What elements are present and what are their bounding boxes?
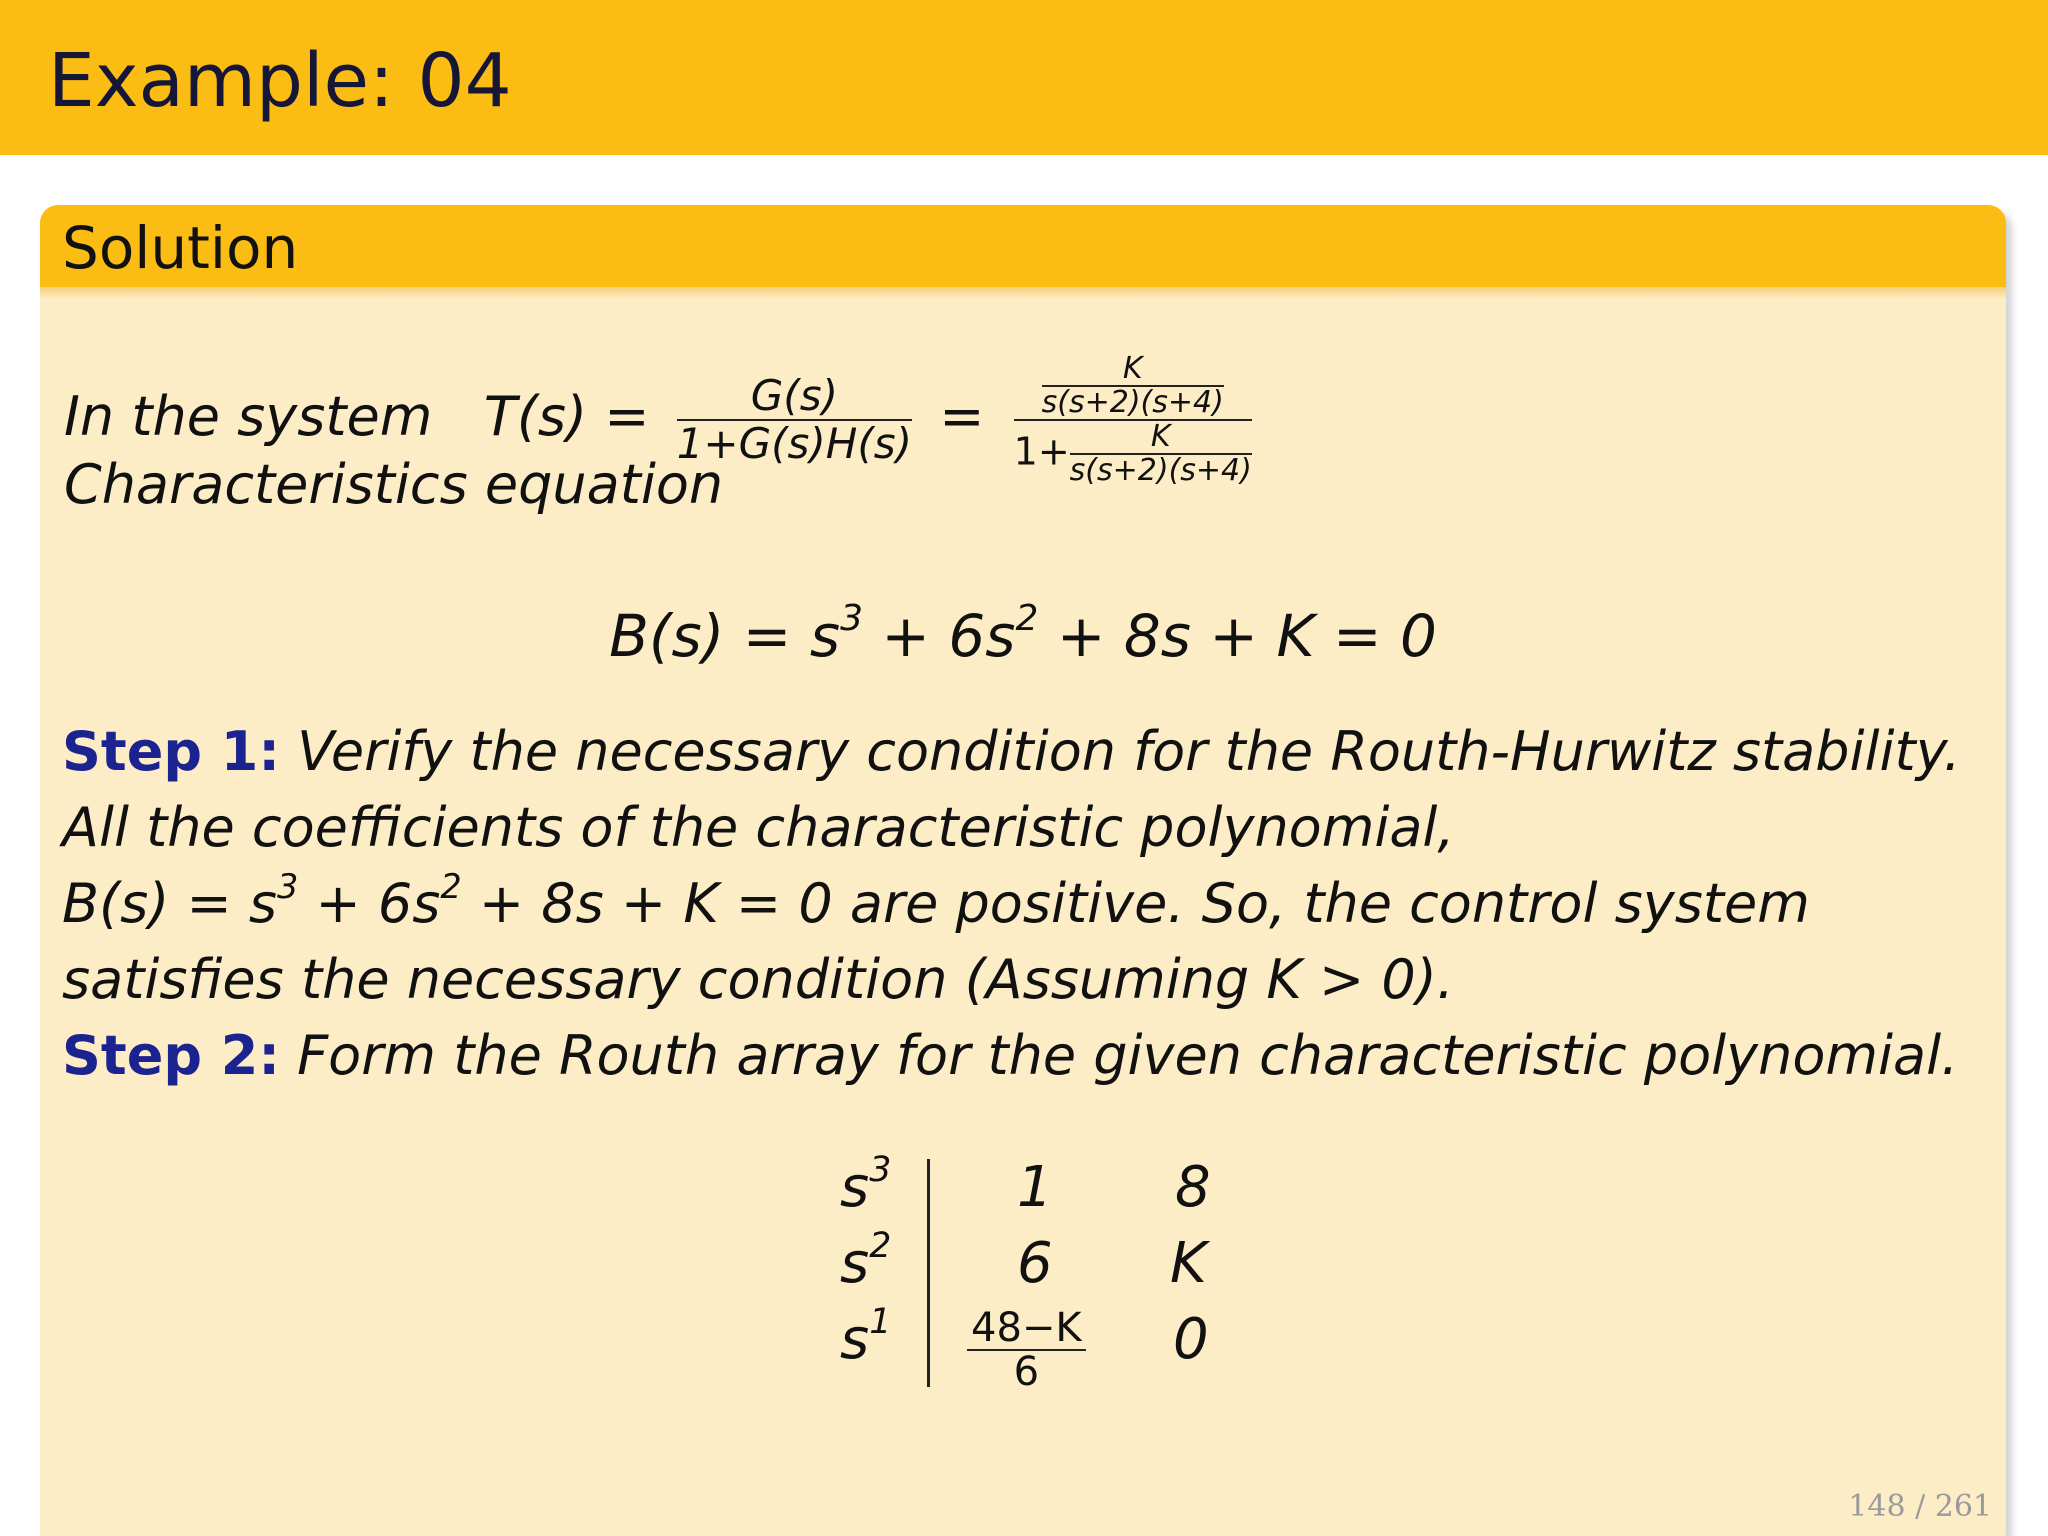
display-equation: [40, 598, 2006, 670]
display-eq-part-b: + 6s: [862, 602, 1016, 670]
tf-frac2-den-num: K: [1070, 421, 1252, 455]
tf-frac2-inner-num: [1042, 353, 1224, 419]
step1-line3-part-c: + 8s + K = 0 are positive. So, the control system: [461, 872, 1810, 935]
routh-row-label: [840, 1150, 892, 1221]
routh-row-label: [840, 1302, 892, 1373]
step2-label: Step 2:: [62, 1024, 280, 1087]
routh-s-exp: 1: [869, 1302, 892, 1343]
routh-row-label: [840, 1226, 892, 1297]
step1-line: [62, 719, 1961, 785]
step2-line: [62, 1023, 1958, 1089]
tf-frac2-num-den: s(s+2)(s+4): [1041, 385, 1224, 421]
routh-array: [835, 1150, 1235, 1395]
routh-divider: [927, 1159, 930, 1387]
tf-frac1-numerator: G(s): [677, 373, 912, 421]
routh-cell: K: [1170, 1231, 1207, 1296]
step1-line3-part-a: B(s) = s: [62, 872, 278, 935]
routh-s-label: s: [840, 1307, 870, 1372]
step1-line3-exp-b: 2: [440, 866, 462, 906]
routh-cell: 8: [1175, 1155, 1211, 1220]
step1-line3: [62, 866, 1810, 937]
tf-frac2-inner-den: [1070, 421, 1252, 487]
step1-text: Verify the necessary condition for the Routh-Hurwitz stability.: [297, 720, 1961, 783]
tf-frac1-denominator: 1+G(s)H(s): [676, 419, 913, 469]
frame-title: Example: 04: [48, 38, 512, 124]
intro-equals: =: [939, 385, 985, 448]
routh-s-exp: 2: [869, 1226, 892, 1267]
tf-frac2-denominator: [1014, 421, 1252, 487]
step1-line3-part-b: + 6s: [298, 872, 441, 935]
block-header-shadow: [40, 287, 2006, 299]
intro-lhs: T(s) =: [483, 385, 650, 448]
block-title: Solution: [62, 214, 299, 282]
block-header: [40, 205, 2006, 287]
routh-fraction: [967, 1307, 1086, 1393]
step1-line3-exp-a: 3: [277, 866, 299, 906]
tf-frac2-numerator: [1014, 353, 1252, 421]
display-eq-exp-b: 2: [1015, 598, 1039, 640]
tf-frac2-num-num: K: [1042, 353, 1224, 387]
tf-fraction-2: [1014, 353, 1252, 487]
step2-text: Form the Routh array for the given characteristic polynomial.: [297, 1024, 1959, 1087]
routh-fraction-num: 48−K: [967, 1307, 1086, 1351]
tf-frac2-den-den: s(s+2)(s+4): [1069, 453, 1252, 489]
routh-s-label: s: [840, 1155, 870, 1220]
display-eq-part-c: + 8s + K = 0: [1038, 602, 1437, 670]
tf-frac2-den-prefix: 1+: [1013, 429, 1070, 474]
step1-line4: satisfies the necessary condition (Assuming K > 0).: [62, 948, 1454, 1011]
display-eq-exp-a: 3: [840, 598, 863, 640]
frame-header-bar: [0, 0, 2048, 155]
routh-cell: 6: [1017, 1231, 1053, 1296]
routh-s-label: s: [840, 1231, 870, 1296]
routh-cell: 1: [1017, 1155, 1053, 1220]
step1-line2: All the coefficients of the characteristic polynomial,: [62, 796, 1455, 859]
routh-cell: 0: [1173, 1307, 1209, 1372]
routh-fraction-den: 6: [1013, 1349, 1040, 1395]
display-eq-part-a: B(s) = s: [609, 602, 841, 670]
routh-cell-fraction: [967, 1307, 1086, 1393]
page-number: 148 / 261: [1848, 1489, 1992, 1524]
char-eq-label: Characteristics equation: [64, 453, 724, 516]
step1-label: Step 1:: [62, 720, 280, 783]
routh-s-exp: 3: [869, 1150, 892, 1191]
intro-prefix: In the system: [64, 385, 433, 448]
